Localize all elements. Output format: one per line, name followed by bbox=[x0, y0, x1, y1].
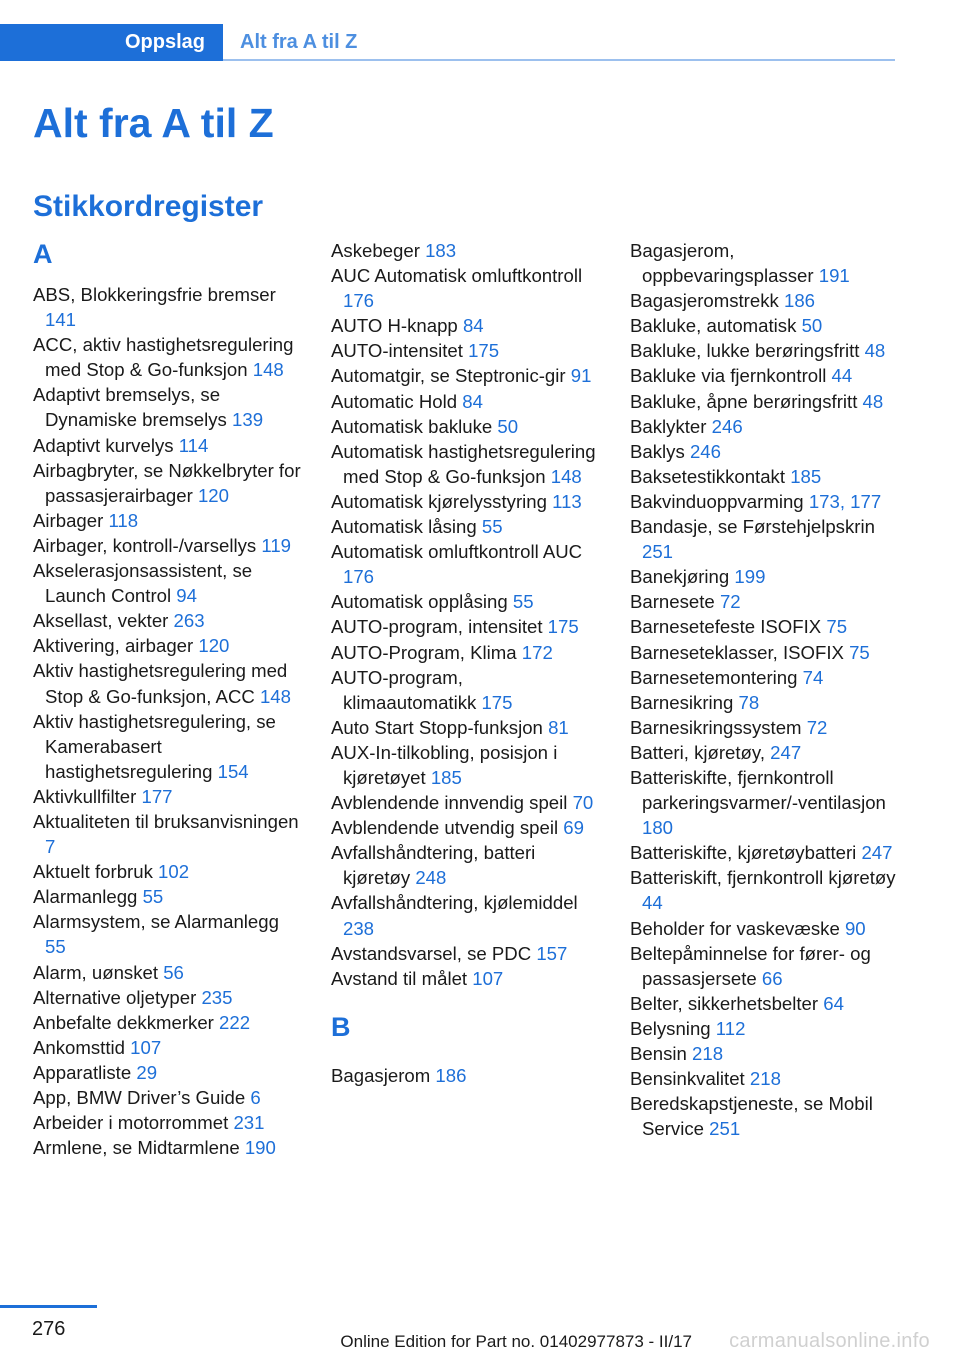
footer-rule bbox=[0, 1305, 97, 1308]
entry-list-2a bbox=[331, 238, 599, 991]
entry-term: Belter, sikkerhetsbelter bbox=[630, 992, 824, 1014]
tab-oppslag[interactable]: Oppslag bbox=[0, 24, 223, 61]
page-link[interactable]: 48 bbox=[864, 340, 886, 362]
entry-term: Bensinkvalitet bbox=[630, 1068, 750, 1090]
page-link[interactable]: 186 bbox=[783, 290, 816, 312]
entry-term: Avblendende utvendig speil bbox=[331, 817, 564, 839]
index-entry bbox=[33, 784, 301, 809]
index-entry bbox=[331, 589, 599, 614]
index-entry bbox=[630, 614, 898, 639]
entry-term: Avstand til målet bbox=[331, 967, 473, 989]
index-entry bbox=[630, 363, 898, 388]
page-link[interactable]: 66 bbox=[761, 967, 783, 989]
index-entry bbox=[331, 439, 599, 489]
index-entry bbox=[33, 558, 301, 608]
entry-term: Avfallshåndtering, kjølemiddel bbox=[331, 892, 578, 914]
index-entry bbox=[33, 332, 301, 382]
entry-term: Bakluke, åpne berøringsfritt bbox=[630, 390, 863, 412]
index-column-1 bbox=[33, 238, 301, 1160]
page-link[interactable]: 251 bbox=[709, 1118, 741, 1140]
entry-term: Airbager bbox=[33, 509, 109, 531]
page-link[interactable]: 175 bbox=[468, 340, 500, 362]
index-entry bbox=[33, 1010, 301, 1035]
page-link[interactable]: 84 bbox=[462, 315, 484, 337]
page-link[interactable]: 173, 177 bbox=[808, 490, 882, 512]
entry-term: Alarm, uønsket bbox=[33, 961, 164, 983]
entry-term: Baklykter bbox=[630, 415, 712, 437]
index-entry bbox=[33, 1135, 301, 1160]
entry-term: Airbager, kontroll-/varsellys bbox=[33, 534, 262, 556]
index-entry bbox=[33, 960, 301, 985]
entry-term: Avblendende innvendig speil bbox=[331, 792, 573, 814]
page-link[interactable]: 248 bbox=[415, 867, 447, 889]
page-link[interactable]: 199 bbox=[734, 566, 766, 588]
index-entry bbox=[33, 508, 301, 533]
page-link[interactable]: 247 bbox=[770, 741, 802, 763]
entry-list-1 bbox=[33, 282, 301, 1160]
page-link[interactable]: 185 bbox=[790, 465, 822, 487]
index-entry bbox=[33, 709, 301, 784]
index-column-2 bbox=[331, 238, 599, 1088]
index-entry bbox=[33, 884, 301, 909]
entry-term: AUX-In-tilkobling, posisjon i kjøretøyet bbox=[331, 741, 558, 788]
entry-term: Aktuelt forbruk bbox=[33, 861, 159, 883]
entry-term: Batteri, kjøretøy, bbox=[630, 741, 771, 763]
index-entry bbox=[630, 840, 898, 865]
page-link[interactable]: 190 bbox=[244, 1137, 276, 1159]
entry-term: Bakluke via fjernkontroll bbox=[630, 365, 832, 387]
index-entry bbox=[630, 916, 898, 941]
page-link[interactable]: 84 bbox=[462, 390, 483, 412]
entry-term: Beholder for vaskevæske bbox=[630, 917, 845, 939]
index-entry bbox=[33, 1060, 301, 1085]
index-entry bbox=[331, 389, 599, 414]
page-link[interactable]: 44 bbox=[642, 892, 663, 914]
page-link[interactable]: 218 bbox=[749, 1068, 781, 1090]
index-entry bbox=[33, 1085, 301, 1110]
entry-term: Avfallshåndtering, batteri kjøretøy bbox=[331, 842, 536, 889]
page-link[interactable]: 247 bbox=[861, 842, 893, 864]
entry-term: Baklys bbox=[630, 440, 690, 462]
page-link[interactable]: 120 bbox=[198, 635, 230, 657]
index-entry bbox=[630, 1066, 898, 1091]
tab-alt-fra-a-til-z[interactable]: Alt fra A til Z bbox=[240, 31, 358, 53]
entry-term: Automatisk hastighetsregulering med Stop & Go-funksjon bbox=[331, 440, 596, 487]
page-link[interactable]: 246 bbox=[711, 415, 743, 437]
index-entry bbox=[630, 765, 898, 840]
entry-term: Anbefalte dekkmerker bbox=[33, 1011, 220, 1033]
entry-term: AUTO H-knapp bbox=[331, 315, 463, 337]
entry-term: Armlene, se Midtarmlene bbox=[33, 1137, 245, 1159]
index-entry bbox=[33, 382, 301, 432]
index-entry bbox=[630, 690, 898, 715]
entry-term: Aktiv hastighetsregulering med Stop & Go-funksjon, ACC bbox=[33, 660, 288, 707]
page-link[interactable]: 175 bbox=[547, 616, 579, 638]
entry-term: Akselerasjonsassistent, se Launch Control bbox=[33, 560, 253, 607]
page-number: 276 bbox=[32, 1318, 66, 1340]
entry-term: Baksetestikkontakt bbox=[630, 465, 791, 487]
page-link[interactable]: 157 bbox=[536, 942, 568, 964]
entry-term: Barnesikring bbox=[630, 691, 739, 713]
index-entry bbox=[630, 338, 898, 363]
page-link[interactable]: 175 bbox=[481, 691, 513, 713]
page-link[interactable]: 74 bbox=[802, 666, 824, 688]
entry-term: Barnesikringssystem bbox=[630, 716, 807, 738]
index-entry bbox=[630, 238, 898, 288]
header-rule bbox=[223, 59, 895, 61]
index-entry bbox=[630, 640, 898, 665]
entry-list-3 bbox=[630, 238, 898, 1141]
index-entry bbox=[331, 715, 599, 740]
entry-term: Banekjøring bbox=[630, 566, 735, 588]
page-link[interactable]: 148 bbox=[550, 465, 582, 487]
entry-term: Bagasjerom bbox=[331, 1064, 436, 1086]
index-entry bbox=[331, 363, 599, 388]
index-entry bbox=[630, 414, 898, 439]
index-entry bbox=[331, 414, 599, 439]
entry-term: AUTO-program, intensitet bbox=[331, 616, 548, 638]
page-link[interactable]: 55 bbox=[481, 516, 503, 538]
index-entry bbox=[331, 489, 599, 514]
index-entry bbox=[331, 514, 599, 539]
index-entry bbox=[331, 1063, 599, 1088]
entry-term: Adaptivt kurvelys bbox=[33, 434, 179, 456]
entry-term: Aktivkullfilter bbox=[33, 785, 142, 807]
page-title: Alt fra A til Z bbox=[33, 100, 274, 146]
page-link[interactable]: 70 bbox=[572, 792, 594, 814]
page-link[interactable]: 185 bbox=[430, 766, 462, 788]
index-entry bbox=[33, 859, 301, 884]
index-entry bbox=[630, 941, 898, 991]
index-entry bbox=[331, 815, 599, 840]
page-link[interactable]: 176 bbox=[343, 290, 375, 312]
entry-term: Bagasjerom, oppbevaringsplasser bbox=[630, 240, 819, 287]
page-link[interactable]: 235 bbox=[201, 986, 233, 1008]
page-link[interactable]: 172 bbox=[521, 641, 553, 663]
page-link[interactable]: 50 bbox=[801, 315, 823, 337]
entry-term: Aktiv hastighetsregulering, se Kamerabasert hastighetsregulering bbox=[33, 710, 276, 782]
entry-term: Alarmanlegg bbox=[33, 886, 143, 908]
entry-term: AUTO-Program, Klima bbox=[331, 641, 522, 663]
entry-term: Alternative oljetyper bbox=[33, 986, 202, 1008]
index-entry bbox=[331, 890, 599, 940]
page-link[interactable]: 120 bbox=[197, 484, 229, 506]
entry-term: Batteriskift, fjernkontroll kjøretøy bbox=[630, 867, 896, 889]
index-entry bbox=[33, 909, 301, 959]
page-link[interactable]: 91 bbox=[570, 365, 592, 387]
index-entry bbox=[630, 564, 898, 589]
entry-term: Apparatliste bbox=[33, 1061, 137, 1083]
entry-term: Batteriskifte, kjøretøybatteri bbox=[630, 842, 862, 864]
entry-term: Auto Start Stopp-funksjon bbox=[331, 716, 549, 738]
entry-term: Aksellast, vekter bbox=[33, 610, 174, 632]
entry-term: Aktualiteten til bruksanvisningen bbox=[33, 810, 299, 832]
page-link[interactable]: 50 bbox=[497, 415, 519, 437]
page-link[interactable]: 55 bbox=[45, 936, 66, 958]
index-entry bbox=[630, 464, 898, 489]
index-entry bbox=[33, 809, 301, 859]
entry-term: Barneseteklasser, ISOFIX bbox=[630, 641, 850, 663]
page-link[interactable]: 231 bbox=[233, 1112, 265, 1134]
index-entry bbox=[630, 865, 898, 915]
entry-term: Bakvinduoppvarming bbox=[630, 490, 809, 512]
letter-heading-a: A bbox=[33, 239, 53, 269]
entry-term: Arbeider i motorrommet bbox=[33, 1112, 234, 1134]
index-entry bbox=[33, 458, 301, 508]
index-entry bbox=[33, 1035, 301, 1060]
page-link[interactable]: 191 bbox=[818, 265, 850, 287]
index-entry bbox=[331, 338, 599, 363]
page-link[interactable]: 75 bbox=[849, 641, 870, 663]
index-entry bbox=[33, 282, 301, 332]
page-link[interactable]: 141 bbox=[45, 309, 77, 331]
entry-term: AUTO-intensitet bbox=[331, 340, 469, 362]
page-link[interactable]: 90 bbox=[844, 917, 866, 939]
page-link[interactable]: 44 bbox=[831, 365, 853, 387]
index-entry bbox=[630, 715, 898, 740]
entry-term: Adaptivt bremselys, se Dynamiske bremselys bbox=[33, 384, 233, 431]
page-link[interactable]: 48 bbox=[862, 390, 884, 412]
index-entry bbox=[33, 533, 301, 558]
page-link[interactable]: 64 bbox=[823, 992, 844, 1014]
index-entry bbox=[331, 539, 599, 589]
entry-term: Bandasje, se Førstehjelpskrin bbox=[630, 516, 875, 538]
index-entry bbox=[630, 991, 898, 1016]
index-entry bbox=[630, 1041, 898, 1066]
page-link[interactable]: 29 bbox=[136, 1061, 158, 1083]
entry-term: Automatisk kjørelysstyring bbox=[331, 490, 553, 512]
entry-term: Aktivering, airbager bbox=[33, 635, 199, 657]
index-entry bbox=[33, 985, 301, 1010]
page-link[interactable]: 154 bbox=[217, 760, 249, 782]
page-link[interactable]: 186 bbox=[435, 1064, 467, 1086]
page-link[interactable]: 56 bbox=[163, 961, 184, 983]
index-entry bbox=[630, 740, 898, 765]
index-entry bbox=[331, 640, 599, 665]
index-entry bbox=[331, 313, 599, 338]
page-link[interactable]: 69 bbox=[563, 817, 584, 839]
page-link[interactable]: 55 bbox=[142, 886, 164, 908]
index-entry bbox=[630, 439, 898, 464]
entry-term: Automatisk opplåsing bbox=[331, 591, 513, 613]
entry-term: Askebeger bbox=[331, 240, 426, 261]
entry-term: AUTO-program, klimaautomatikk bbox=[331, 666, 482, 713]
entry-term: Bagasjeromstrekk bbox=[630, 290, 784, 312]
index-entry bbox=[630, 1091, 898, 1141]
section-title: Stikkordregister bbox=[33, 190, 264, 223]
index-entry bbox=[331, 966, 599, 991]
index-entry bbox=[630, 589, 898, 614]
index-entry bbox=[331, 614, 599, 639]
entry-term: Beltepåminnelse for fører- og passasjersete bbox=[630, 942, 871, 989]
page-link[interactable]: 246 bbox=[689, 440, 721, 462]
entry-term: Airbagbryter, se Nøkkelbryter for passasjerairbager bbox=[33, 459, 301, 506]
page-link[interactable]: 183 bbox=[425, 240, 457, 261]
page-link[interactable]: 113 bbox=[552, 490, 582, 512]
entry-term: Automatisk bakluke bbox=[331, 415, 498, 437]
index-entry bbox=[331, 740, 599, 790]
index-entry bbox=[33, 608, 301, 633]
page-link[interactable]: 118 bbox=[108, 509, 139, 531]
entry-term: Barnesete bbox=[630, 591, 720, 613]
entry-term: Ankomsttid bbox=[33, 1036, 131, 1058]
page-link[interactable]: 107 bbox=[130, 1036, 162, 1058]
entry-term: Bensin bbox=[630, 1043, 693, 1064]
index-entry bbox=[33, 433, 301, 458]
index-entry bbox=[331, 790, 599, 815]
page-link[interactable]: 55 bbox=[512, 591, 534, 613]
index-entry bbox=[630, 389, 898, 414]
page-link[interactable]: 238 bbox=[343, 917, 375, 939]
page-link[interactable]: 107 bbox=[472, 967, 504, 989]
index-entry bbox=[630, 514, 898, 564]
page-link[interactable]: 177 bbox=[141, 785, 173, 807]
entry-term: Automatisk omluftkontroll AUC bbox=[331, 541, 583, 563]
index-entry bbox=[331, 941, 599, 966]
letter-heading-b: B bbox=[331, 1011, 351, 1042]
entry-term: Bakluke, automatisk bbox=[630, 315, 802, 337]
page-link[interactable]: 114 bbox=[178, 434, 209, 456]
index-entry bbox=[33, 1110, 301, 1135]
entry-term: Beredskapstjeneste, se Mobil Service bbox=[630, 1093, 873, 1140]
page-link[interactable]: 119 bbox=[261, 534, 292, 556]
index-entry bbox=[630, 489, 898, 514]
index-column-3 bbox=[630, 238, 898, 1141]
entry-term: App, BMW Driver’s Guide bbox=[33, 1087, 251, 1108]
entry-term: Automatgir, se Steptronic-gir bbox=[331, 365, 571, 387]
index-entry bbox=[331, 238, 599, 263]
page-link[interactable]: 94 bbox=[176, 585, 197, 607]
entry-term: ACC, aktiv hastighetsregulering med Stop & Go-funksjon bbox=[33, 334, 294, 381]
page-link[interactable]: 72 bbox=[806, 716, 828, 738]
page-link[interactable]: 102 bbox=[158, 861, 190, 883]
page-link[interactable]: 78 bbox=[738, 691, 760, 713]
entry-term: Batteriskifte, fjernkontroll parkeringsvarmer/-ventilasjon bbox=[630, 766, 886, 814]
entry-term: Belysning bbox=[630, 1017, 716, 1039]
index-entry bbox=[33, 658, 301, 708]
page-link[interactable]: 222 bbox=[219, 1011, 251, 1033]
entry-term: ABS, Blokkeringsfrie bremser bbox=[33, 284, 276, 305]
watermark: carmanualsonline.info bbox=[729, 1330, 930, 1352]
entry-term: Automatisk låsing bbox=[331, 516, 482, 538]
entry-list-2b bbox=[331, 1063, 599, 1088]
index-entry bbox=[630, 288, 898, 313]
entry-term: Automatic Hold bbox=[331, 390, 463, 412]
entry-term: Avstandsvarsel, se PDC bbox=[331, 942, 537, 964]
page-link[interactable]: 176 bbox=[343, 566, 375, 588]
page-link[interactable]: 251 bbox=[642, 541, 674, 563]
page-link[interactable]: 112 bbox=[715, 1017, 746, 1039]
index-entry bbox=[331, 840, 599, 890]
page-link[interactable]: 139 bbox=[232, 409, 264, 431]
index-entry bbox=[331, 263, 599, 313]
entry-term: Barnesetemontering bbox=[630, 666, 803, 688]
page-link[interactable]: 7 bbox=[45, 836, 56, 858]
index-entry bbox=[630, 665, 898, 690]
page-link[interactable]: 72 bbox=[719, 591, 741, 613]
page-link[interactable]: 263 bbox=[173, 610, 205, 632]
index-entry bbox=[331, 665, 599, 715]
page-link[interactable]: 218 bbox=[692, 1043, 724, 1064]
index-entry bbox=[33, 633, 301, 658]
edition-text: Online Edition for Part no. 01402977873 - II/17 bbox=[340, 1332, 692, 1351]
page-link[interactable]: 148 bbox=[252, 359, 284, 381]
page-link[interactable]: 81 bbox=[548, 716, 569, 738]
entry-term: AUC Automatisk omluftkontroll bbox=[331, 265, 583, 287]
page-header bbox=[0, 24, 895, 62]
page-link[interactable]: 6 bbox=[250, 1087, 261, 1108]
entry-term: Bakluke, lukke berøringsfritt bbox=[630, 340, 865, 362]
page-link[interactable]: 148 bbox=[259, 685, 291, 707]
entry-term: Alarmsystem, se Alarmanlegg bbox=[33, 911, 279, 933]
index-entry bbox=[630, 313, 898, 338]
index-entry bbox=[630, 1016, 898, 1041]
page-link[interactable]: 75 bbox=[826, 616, 848, 638]
entry-term: Barnesetefeste ISOFIX bbox=[630, 616, 827, 638]
page-link[interactable]: 180 bbox=[642, 817, 674, 839]
